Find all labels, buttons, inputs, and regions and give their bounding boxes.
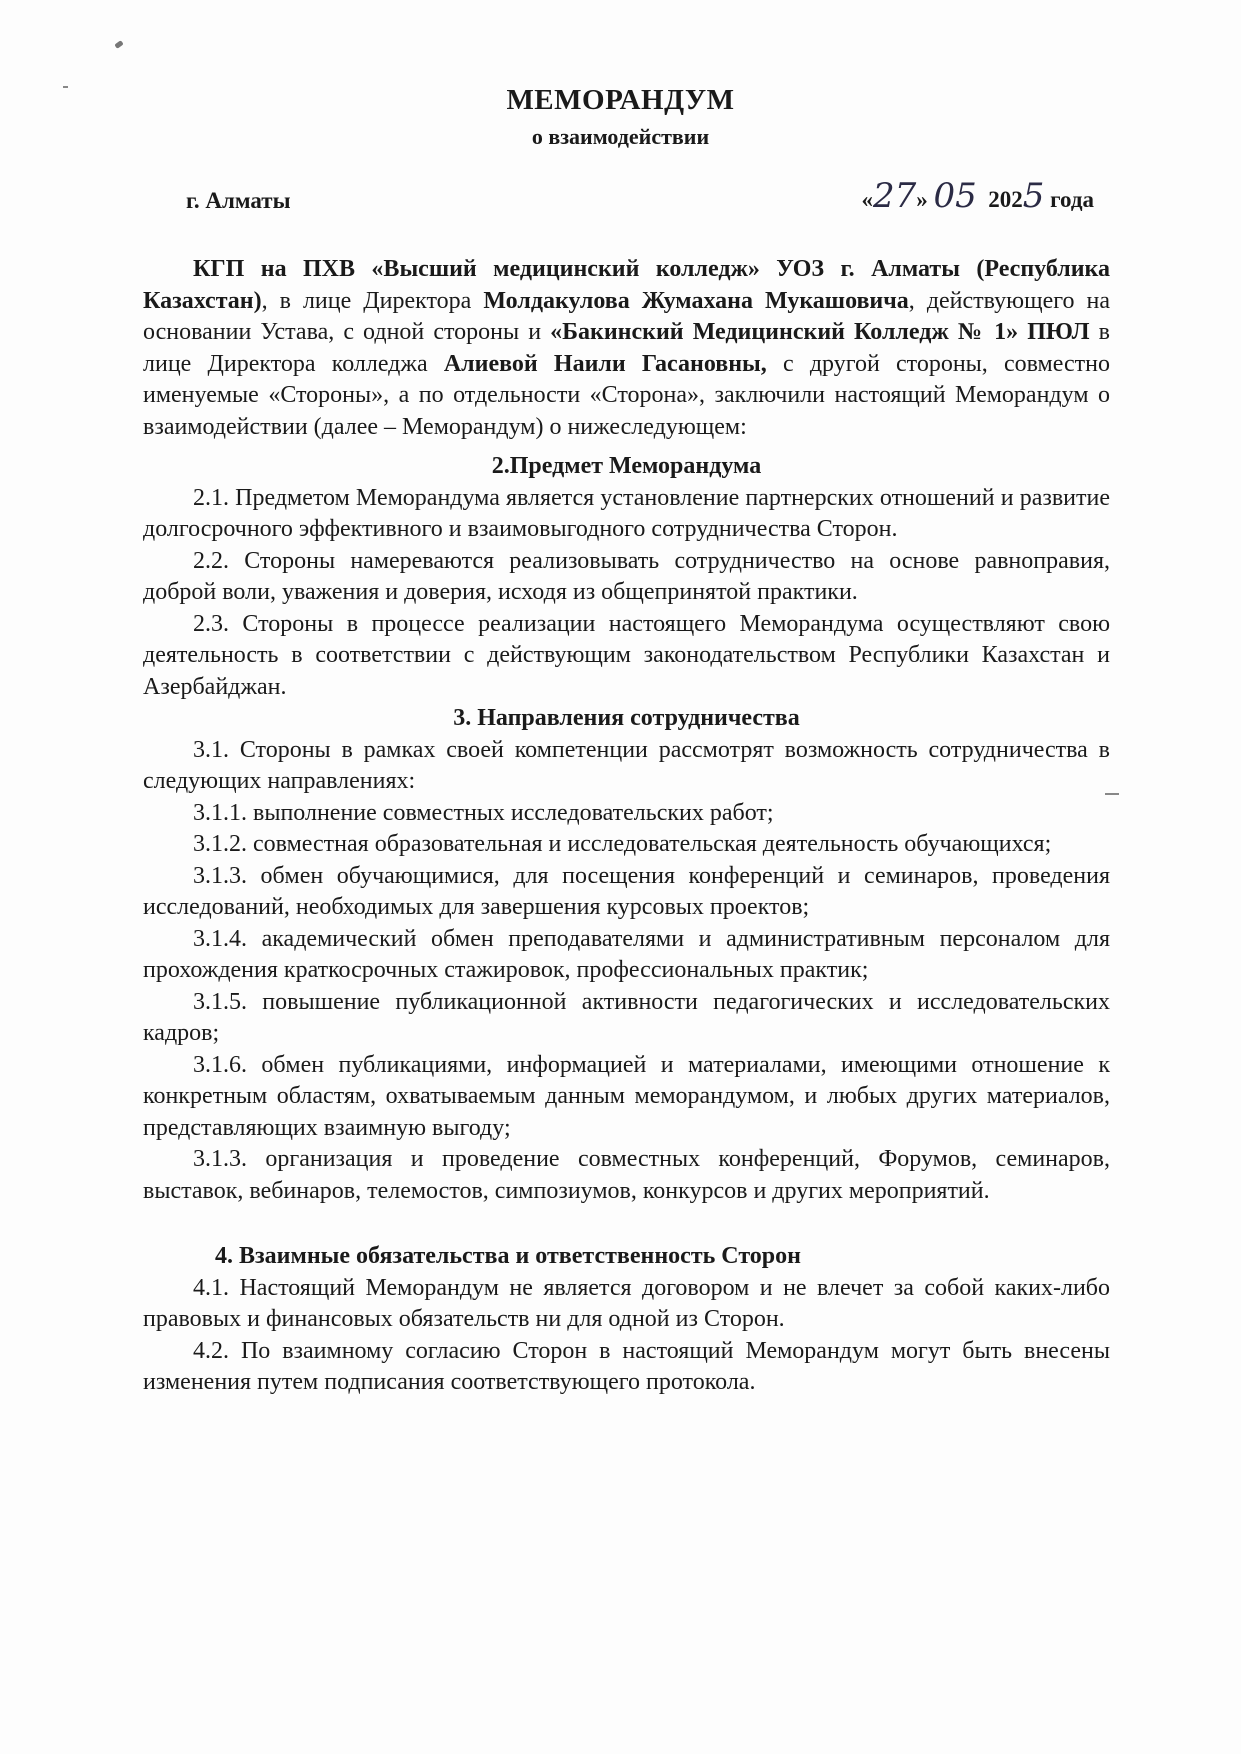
preamble-text: с другой стороны, совместно именуемые «Стороны», а по отдельности «Сторона», заключили настоящий Меморандум о взаимодействии (далее – Меморандум) о нижеследующем:: [143, 350, 1110, 440]
date-suffix: года: [1050, 187, 1094, 212]
preamble-text: в лице Директора колледжа: [143, 319, 1110, 377]
date-month-handwritten: 05: [933, 176, 977, 216]
clause-2-3: 2.3. Стороны в процессе реализации настоящего Меморандума осуществляют свою деятельность в соответствии с действующим законодательством Республики Казахстан и Азербайджан.: [143, 610, 1110, 700]
clause-3-1-item: 3.1.2. совместная образовательная и исследовательская деятельность обучающихся;: [193, 831, 1052, 857]
party1-name: КГП на ПХВ «Высший медицинский колледж» УОЗ г. Алматы (Республика Казахстан): [143, 256, 1110, 314]
document-subtitle: о взаимодействии: [531, 124, 710, 149]
party2-director: Алиевой Наили Гасановны,: [443, 350, 767, 377]
city: г. Алматы: [186, 188, 291, 213]
clause-3-1-item: 3.1.3. организация и проведение совместных конференций, Форумов, семинаров, выставок, вебинаров, телемостов, симпозиумов, конкурсов и других мероприятий.: [143, 1146, 1110, 1204]
clause-3-1-item: 3.1.5. повышение публикационной активности педагогических и исследовательских кадров;: [143, 988, 1110, 1046]
preamble-text: , в лице Директора: [261, 287, 484, 314]
section-3-heading: 3. Направления сотрудничества: [453, 705, 800, 731]
clause-3-1-item: 3.1.3. обмен обучающимися, для посещения конференций и семинаров, проведения исследований, необходимых для завершения курсовых проектов;: [143, 862, 1110, 920]
preamble-paragraph: [143, 254, 1110, 443]
clause-3-1-item: 3.1.1. выполнение совместных исследовательских работ;: [193, 799, 774, 826]
date-year-prefix: 202: [988, 187, 1023, 212]
date-day-handwritten: 27: [872, 176, 917, 216]
clause-2-1: 2.1. Предметом Меморандума является установление партнерских отношений и развитие долгосрочного эффективного и взаимовыгодного сотрудничества Сторон.: [143, 484, 1110, 542]
document-date: [861, 176, 1094, 216]
clause-4-2: 4.2. По взаимному согласию Сторон в настоящий Меморандум могут быть внесены изменения путем подписания соответствующего протокола.: [143, 1337, 1110, 1395]
clause-3-1-item: 3.1.4. академический обмен преподавателями и административным персоналом для прохождения краткосрочных стажировок, профессиональных практик;: [143, 925, 1110, 983]
clause-2-2: 2.2. Стороны намереваются реализовывать сотрудничество на основе равноправия, доброй воли, уважения и доверия, исходя из общепринятой практики.: [143, 547, 1110, 605]
clause-3-1: 3.1. Стороны в рамках своей компетенции рассмотрят возможность сотрудничества в следующих направлениях:: [143, 736, 1110, 794]
date-close-quote: »: [916, 187, 928, 212]
section-2-heading: 2.Предмет Меморандума: [491, 453, 762, 479]
clause-3-1-item: 3.1.6. обмен публикациями, информацией и материалами, имеющими отношение к конкретным областям, охватываемым данным меморандумом, и любых других материалов, представляющих взаимную выгоду;: [143, 1051, 1110, 1141]
date-year-digit-handwritten: 5: [1022, 176, 1045, 216]
clause-4-1: 4.1. Настоящий Меморандум не является договором и не влечет за собой каких-либо правовых и финансовых обязательств ни для одной из Сторон.: [143, 1274, 1110, 1332]
document-body: [143, 254, 1110, 1399]
preamble-text: , действующего на основании Устава, с одной стороны и: [143, 287, 1110, 345]
party1-director: Молдакулова Жумахана Мукашовича: [483, 287, 909, 314]
scan-speck: [114, 40, 123, 49]
date-open-quote: «: [861, 187, 873, 212]
document-title: МЕМОРАНДУМ: [506, 84, 735, 116]
party2-name: «Бакинский Медицинский Колледж № 1» ПЮЛ: [550, 319, 1090, 345]
section-4-heading: 4. Взаимные обязательства и ответственность Сторон: [215, 1243, 801, 1269]
